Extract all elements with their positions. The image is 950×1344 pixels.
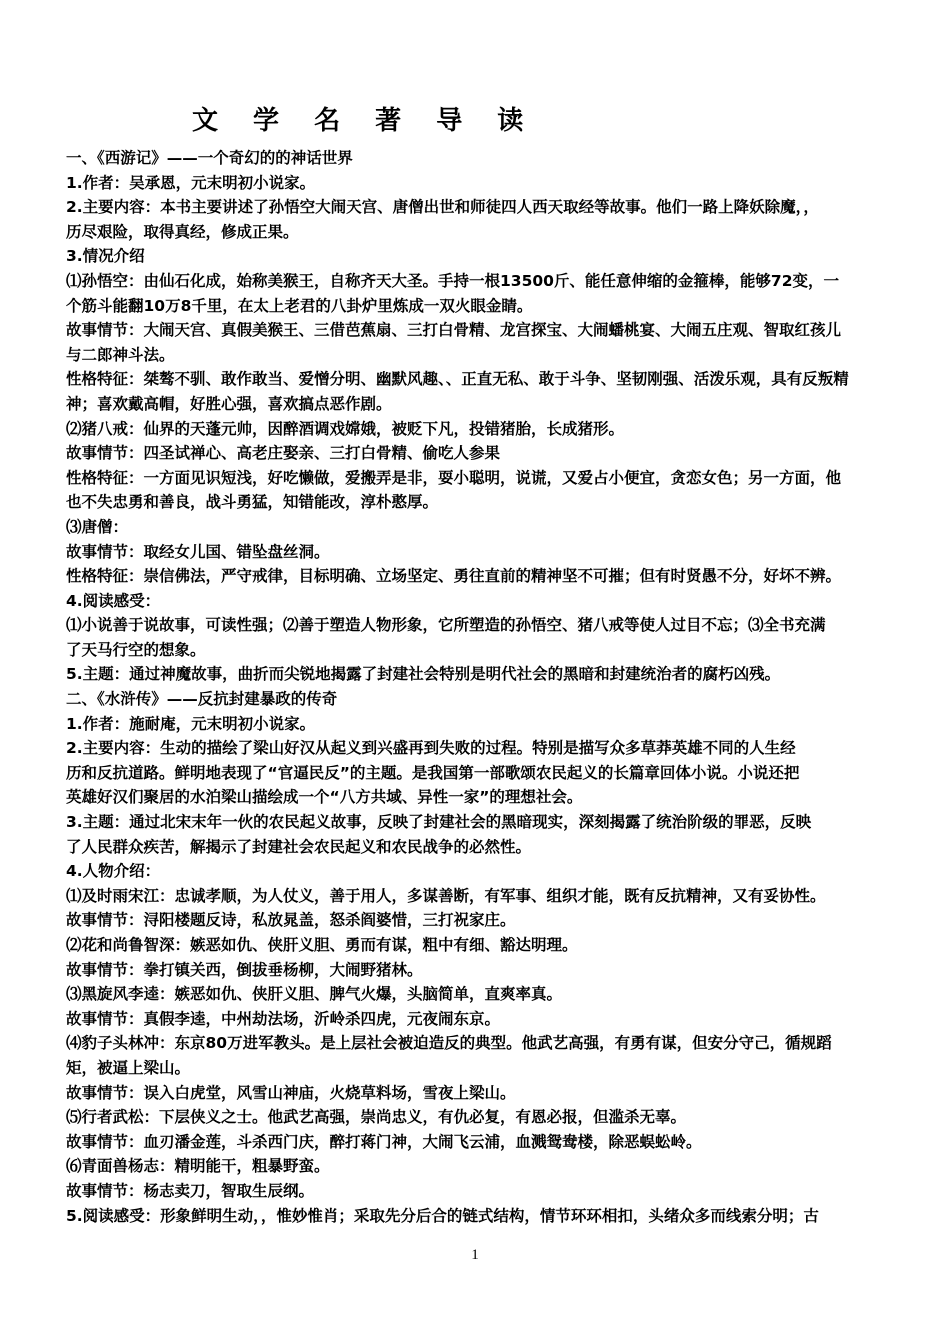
text-line: 故事情节：取经女儿国、错坠盘丝洞。 <box>66 542 330 561</box>
text-line: ⑶黑旋风李逵：嫉恶如仇、侠肝义胆、脾气火爆，头脑简单，直爽率真。 <box>66 985 563 1004</box>
text-line: 5.阅读感受：形象鲜明生动，，惟妙惟肖；采取先分后合的链式结构，情节环环相扣，头绪众多而线索分明；古 <box>66 1206 819 1225</box>
text-line: ⑶唐僧： <box>66 517 129 536</box>
text-line: 一、《西游记》——一个奇幻的的神话世界 <box>66 149 353 167</box>
text-line: 3.情况介绍 <box>66 247 145 266</box>
text-line: 也不失忠勇和善良，战斗勇猛，知错能改，淳朴憨厚。 <box>66 493 439 512</box>
text-line: 个筋斗能翻10万8千里，在太上老君的八卦炉里炼成一双火眼金睛。 <box>66 296 533 315</box>
text-line: 4.阅读感受： <box>66 591 161 610</box>
text-line: 故事情节：四圣试禅心、高老庄娶亲、三打白骨精、偷吃人参果 <box>66 444 501 463</box>
text-line: 故事情节：拳打镇关西，倒拔垂杨柳，大闹野猪林。 <box>66 960 423 979</box>
text-line: ⑵花和尚鲁智深：嫉恶如仇、侠肝义胆、勇而有谋，粗中有细、豁达明理。 <box>66 936 578 954</box>
document-title: 文 学 名 著 导 读 <box>192 106 537 136</box>
text-line: 1.作者：施耐庵，元末明初小说家。 <box>66 714 316 733</box>
text-line: 性格特征：一方面见识短浅，好吃懒做，爱搬弄是非，耍小聪明，说谎，又爱占小便宜，贪恋女色；另一方面，他 <box>66 468 842 487</box>
text-line: 了天马行空的想象。 <box>66 640 206 659</box>
text-line: ⑴孙悟空：由仙石化成，始称美猴王，自称齐天大圣。手持一根13500斤、能任意伸缩的金箍棒，能够72变，一 <box>66 271 839 290</box>
text-line: 故事情节：大闹天宫、真假美猴王、三借芭蕉扇、三打白骨精、龙宫探宝、大闹蟠桃宴、大闹五庄观、智取红孩儿 <box>66 321 842 340</box>
text-line: ⑹青面兽杨志：精明能干，粗暴野蛮。 <box>66 1157 330 1176</box>
document-body <box>66 146 898 1228</box>
text-line: 5.主题：通过神魔故事，曲折而尖锐地揭露了封建社会特别是明代社会的黑暗和封建统治者的腐朽凶残。 <box>66 665 781 684</box>
page-number: 1 <box>471 1247 479 1263</box>
text-line: 3.主题：通过北宋末年一伙的农民起义故事，反映了封建社会的黑暗现实，深刻揭露了统治阶级的罪恶，反映 <box>66 813 812 832</box>
text-line: 故事情节：误入白虎堂，风雪山神庙，火烧草料场，雪夜上梁山。 <box>66 1083 516 1102</box>
text-line: 故事情节：血刃潘金莲，斗杀西门庆，醉打蒋门神，大闹飞云浦，血溅鸳鸯楼，除恶蜈蚣岭。 <box>66 1132 702 1151</box>
text-line: 2.主要内容：生动的描绘了梁山好汉从起义到兴盛再到失败的过程。特别是描写众多草莽英雄不同的人生经 <box>66 739 796 758</box>
text-line: ⑷豹子头林冲：东京80万进军教头。是上层社会被迫造反的典型。他武艺高强，有勇有谋，但安分守己，循规蹈 <box>66 1034 832 1053</box>
text-line: 性格特征：崇信佛法，严守戒律，目标明确、立场坚定、勇往直前的精神坚不可摧；但有时贤愚不分，好坏不辨。 <box>66 567 842 586</box>
text-line: 性格特征：桀骜不驯、敢作敢当、爱憎分明、幽默风趣、、正直无私、敢于斗争、坚韧刚强、活泼乐观，具有反叛精 <box>66 370 849 389</box>
text-line: 英雄好汉们聚居的水泊梁山描绘成一个“八方共域、异性一家”的理想社会。 <box>66 788 583 807</box>
text-line: ⑴及时雨宋江：忠诚孝顺，为人仗义，善于用人，多谋善断，有军事、组织才能，既有反抗精神，又有妥协性。 <box>66 886 826 905</box>
text-line: 二、《水浒传》——反抗封建暴政的传奇 <box>66 690 338 709</box>
text-line: 故事情节：浔阳楼题反诗，私放晁盖，怒杀阎婆惜，三打祝家庄。 <box>66 911 516 930</box>
text-line: 与二郎神斗法。 <box>66 345 175 364</box>
text-line: 故事情节：杨志卖刀，智取生辰纲。 <box>66 1181 315 1200</box>
text-line: ⑸行者武松：下层侠义之士。他武艺高强，崇尚忠义，有仇必复，有恩必报，但滥杀无辜。 <box>66 1108 687 1127</box>
text-line: 4.人物介绍： <box>66 862 161 881</box>
text-line: 历和反抗道路。鲜明地表现了“官逼民反”的主题。是我国第一部歌颂农民起义的长篇章回体小说。小说还把 <box>66 763 800 782</box>
text-line: 矩，被逼上梁山。 <box>66 1058 191 1077</box>
text-line: 了人民群众疾苦，解揭示了封建社会农民起义和农民战争的必然性。 <box>66 837 532 856</box>
text-line: 神；喜欢戴高帽，好胜心强，喜欢搞点恶作剧。 <box>66 394 392 413</box>
text-line: 1.作者：吴承恩，元末明初小说家。 <box>66 173 316 192</box>
text-line: 历尽艰险，取得真经，修成正果。 <box>66 222 299 241</box>
text-line: 2.主要内容：本书主要讲述了孙悟空大闹天宫、唐僧出世和师徒四人西天取经等故事。他们一路上降妖除魔，， <box>66 198 819 217</box>
text-line: ⑴小说善于说故事，可读性强；⑵善于塑造人物形象，它所塑造的孙悟空、猪八戒等使人过目不忘；⑶全书充满 <box>66 616 826 635</box>
text-line: 故事情节：真假李逵，中州劫法场，沂岭杀四虎，元夜闹东京。 <box>66 1009 501 1028</box>
text-line: ⑵猪八戒：仙界的天蓬元帅，因醉酒调戏嫦娥，被贬下凡，投错猪胎，长成猪形。 <box>66 419 625 438</box>
